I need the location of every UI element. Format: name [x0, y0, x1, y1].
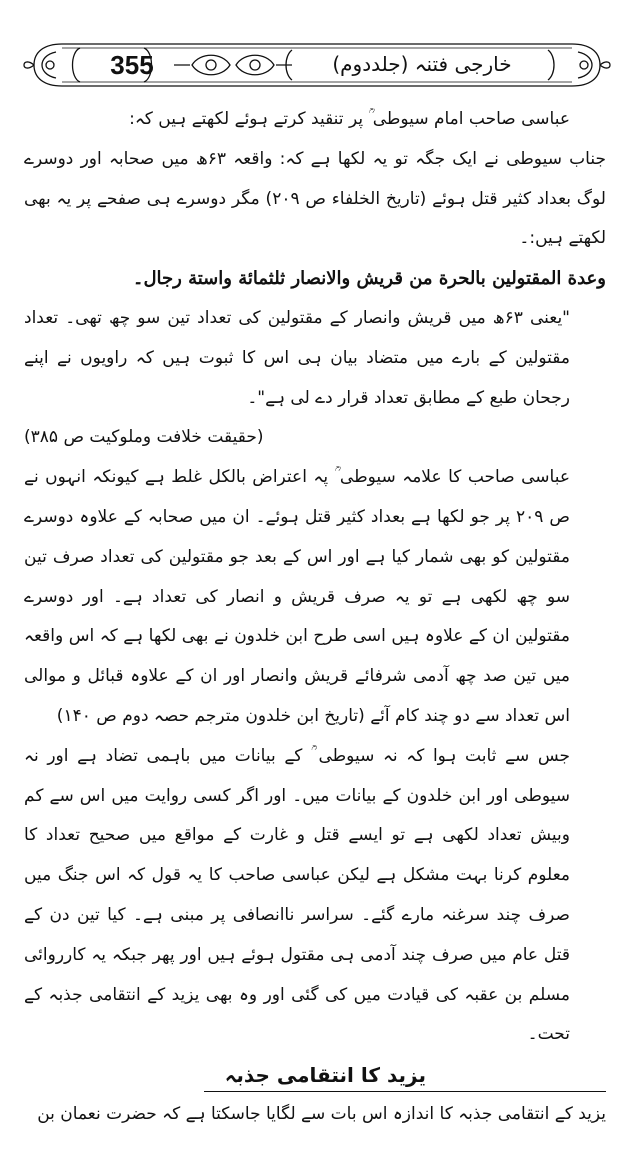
paragraph-rebuttal: عباسی صاحب کا علامہ سیوطی ؒ پہ اعتراض بالکل غلط ہے کیونکہ انہوں نے ص ۲۰۹ پر جو لکھا ہے بعداد کثیر قتل ہوئے۔ ان میں صحابہ کے علاوہ دوسرے مقتولین کو بھی شمار کیا ہے اور اس کے بعد جو مقتولین کی تعداد صرف تین سو چھ لکھی ہے تو یہ صرف قریش و انصار کی تعداد ہے۔ اور دوسرے مقتولین ان کے علاوہ ہیں اسی طرح ابن خلدون نے بھی لکھا ہے کہ اس واقعہ میں تین صد چھ آدمی شرفائے قریش وانصار اور ان کے علاوہ قبائل و موالی اس تعداد سے دو چند کام آئے (تاریخ ابن خلدون مترجم حصہ دوم ص ۱۴۰)	[24, 467, 570, 726]
paragraph-last-line: یزید کے انتقامی جذبہ کا اندازہ اس بات سے لگایا جاسکتا ہے کہ حضرت نعمان بن	[37, 1103, 606, 1124]
paragraph-conclusion: جس سے ثابت ہوا کہ نہ سیوطی ؒ کے بیانات میں باہمی تضاد ہے اور نہ سیوطی اور ابن خلدون کے بیانات میں۔ اور اگر کسی روایت میں اس سے کم وبیش تعداد لکھی ہے تو ایسے قتل و غارت کے مواقع میں صحیح تعداد کا معلوم کرنا بہت مشکل ہے لیکن عباسی صاحب کا یہ قول کہ اس جنگ میں صرف چند سرغنہ مارے گئے۔ سراسر ناانصافی پر مبنی ہے۔ کیا تین دن کے قتل عام میں صرف چند آدمی ہی مقتول ہوئے ہیں اور پھر جبکہ یہ کارروائی مسلم بن عقبہ کی قیادت میں کی گئی اور وہ بھی یزید کے انتقامی جذبہ کے تحت۔	[24, 745, 570, 1045]
page-number: 355	[110, 50, 154, 80]
paragraph-intro: عباسی صاحب امام سیوطی ؒ پر تنقید کرتے ہوئے لکھتے ہیں کہ:	[129, 109, 570, 129]
running-title: خارجی فتنہ (جلددوم)	[332, 52, 512, 76]
page-header	[22, 38, 612, 92]
paragraph-translation: "یعنی ۶۳ھ میں قریش وانصار کے مقتولین کی تعداد تین سو چھ تھی۔ تعداد مقتولین کے بارے میں متضاد بیان ہی اس کا ثبوت ہیں کہ راویوں نے اپنے رجحان طبع کے مطابق تعداد قرار دے لی ہے"۔	[24, 307, 570, 408]
section-heading: یزید کا انتقامی جذبہ	[224, 1063, 426, 1088]
arabic-quotation: وعدة المقتولين بالحرة من قريش والانصار ثلثمائة واستة رجال۔	[132, 268, 606, 290]
section-heading-block	[24, 1055, 606, 1095]
paragraph-quote-suyuti: جناب سیوطی نے ایک جگہ تو یہ لکھا ہے کہ: واقعہ ۶۳ھ میں صحابہ اور دوسرے لوگ بعداد کثیر قتل ہوئے (تاریخ الخلفاء ص ۲۰۹) مگر دوسرے ہی صفحے پر یہ بھی لکھتے ہیں:۔	[24, 148, 606, 249]
heading-underline	[204, 1091, 606, 1092]
citation-reference: (حقیقت خلافت وملوکیت ص ۳۸۵)	[24, 427, 264, 448]
page-body	[24, 100, 606, 1135]
